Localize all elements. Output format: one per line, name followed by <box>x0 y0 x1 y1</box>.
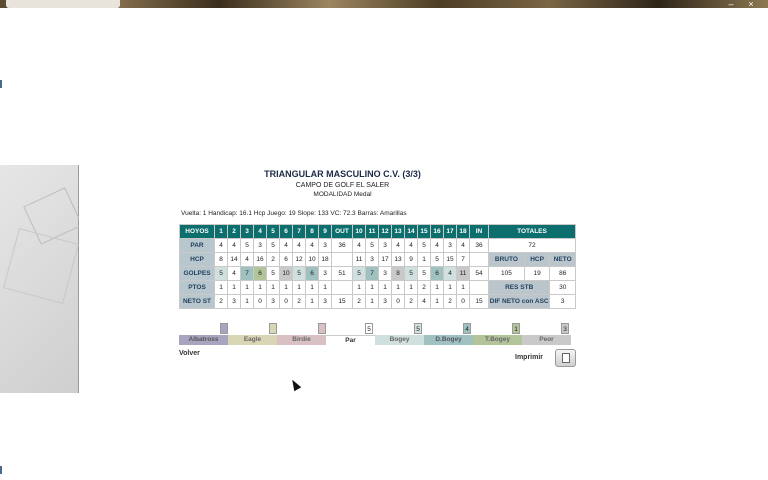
neto-cell: 2 <box>293 295 306 309</box>
hole-number: 11 <box>366 225 379 239</box>
hcp-cell: 15 <box>444 253 457 267</box>
row-label-hcp: HCP <box>180 253 215 267</box>
hcp-cell: 10 <box>306 253 319 267</box>
hole-number: 10 <box>353 225 366 239</box>
table-row <box>180 281 576 295</box>
hcp-cell: 16 <box>254 253 267 267</box>
neto-cell: 3 <box>319 295 332 309</box>
hcp-in <box>470 253 489 267</box>
document-icon <box>562 353 570 363</box>
label-res-stb: RES STB <box>489 281 550 295</box>
golpes-cell: 6 <box>254 267 267 281</box>
page-title: TRIANGULAR MASCULINO C.V. (3/3) <box>264 169 421 179</box>
par-in: 36 <box>470 239 489 253</box>
minimize-button[interactable]: – <box>728 0 734 9</box>
legend-dbogey: D.Bogey <box>424 335 473 345</box>
legend-count: 5 <box>414 323 422 334</box>
row-label-par: PAR <box>180 239 215 253</box>
golpes-cell: 10 <box>280 267 293 281</box>
par-cell: 5 <box>267 239 280 253</box>
neto-cell: 2 <box>215 295 228 309</box>
legend-tbogey: T.Bogey <box>473 335 522 345</box>
ptos-cell: 1 <box>254 281 267 295</box>
left-edge-mark <box>0 466 2 474</box>
neto-cell: 3 <box>379 295 392 309</box>
hcp-cell: 1 <box>418 253 431 267</box>
hcp-cell: 8 <box>215 253 228 267</box>
par-cell: 3 <box>254 239 267 253</box>
ptos-cell: 1 <box>392 281 405 295</box>
legend-count: 5 <box>365 323 373 334</box>
value-res-stb: 30 <box>550 281 576 295</box>
neto-cell: 2 <box>444 295 457 309</box>
hcp-cell: 13 <box>392 253 405 267</box>
volver-link[interactable]: Volver <box>179 350 200 357</box>
neto-cell: 0 <box>254 295 267 309</box>
ptos-cell: 1 <box>228 281 241 295</box>
ptos-cell: 1 <box>379 281 392 295</box>
label-dif-neto: DIF NETO con ASC <box>489 295 550 309</box>
decor-shape <box>3 228 79 304</box>
golpes-cell: 6 <box>431 267 444 281</box>
course-name: CAMPO DE GOLF EL SALER <box>295 182 390 189</box>
print-button[interactable] <box>555 349 576 367</box>
par-cell: 4 <box>431 239 444 253</box>
hcp-cell: 9 <box>405 253 418 267</box>
header-out: OUT <box>332 225 353 239</box>
header-totales: TOTALES <box>489 225 576 239</box>
golpes-cell: 3 <box>319 267 332 281</box>
hcp-cell: 14 <box>228 253 241 267</box>
neto-cell: 1 <box>431 295 444 309</box>
value-bruto: 105 <box>489 267 525 281</box>
game-mode: MODALIDAD Medal <box>313 191 372 198</box>
row-label-ptos: PTOS <box>180 281 215 295</box>
golpes-cell: 5 <box>267 267 280 281</box>
golpes-cell: 5 <box>405 267 418 281</box>
hcp-cell: 17 <box>379 253 392 267</box>
golpes-cell: 5 <box>353 267 366 281</box>
round-info: Vuelta: 1 Handicap: 16.1 Hcp Juego: 19 Slope: 133 VC: 72.3 Barras: Amarillas <box>181 210 407 217</box>
par-cell: 4 <box>306 239 319 253</box>
left-edge-mark <box>0 80 2 88</box>
scorecard-table <box>179 224 576 309</box>
legend-bogey: Bogey <box>375 335 424 345</box>
header-hoyos: HOYOS <box>180 225 215 239</box>
golpes-cell: 4 <box>228 267 241 281</box>
legend-eagle: Eagle <box>228 335 277 345</box>
neto-cell: 4 <box>418 295 431 309</box>
neto-cell: 2 <box>353 295 366 309</box>
ptos-out <box>332 281 353 295</box>
legend-count <box>318 323 326 334</box>
hcp-cell: 12 <box>293 253 306 267</box>
ptos-cell: 1 <box>306 281 319 295</box>
hole-number: 12 <box>379 225 392 239</box>
legend-count: 4 <box>463 323 471 334</box>
table-row <box>180 253 576 267</box>
ptos-cell: 1 <box>353 281 366 295</box>
mouse-cursor-icon <box>289 378 301 392</box>
ptos-cell: 1 <box>366 281 379 295</box>
legend-count <box>269 323 277 334</box>
ptos-cell: 1 <box>444 281 457 295</box>
ptos-cell: 1 <box>267 281 280 295</box>
neto-cell: 3 <box>267 295 280 309</box>
par-cell: 4 <box>228 239 241 253</box>
par-cell: 4 <box>457 239 470 253</box>
hcp-cell: 18 <box>319 253 332 267</box>
ptos-cell: 1 <box>319 281 332 295</box>
legend-count: 1 <box>512 323 520 334</box>
ptos-cell: 2 <box>418 281 431 295</box>
hcp-cell: 4 <box>241 253 254 267</box>
neto-cell: 0 <box>392 295 405 309</box>
par-cell: 5 <box>418 239 431 253</box>
golpes-cell: 5 <box>418 267 431 281</box>
neto-cell: 1 <box>366 295 379 309</box>
header-in: IN <box>470 225 489 239</box>
hole-number: 6 <box>280 225 293 239</box>
ptos-cell: 1 <box>280 281 293 295</box>
table-row <box>180 267 576 281</box>
golpes-cell: 5 <box>293 267 306 281</box>
row-label-golpes: GOLPES <box>180 267 215 281</box>
imprimir-label: Imprimir <box>515 354 544 361</box>
par-out: 36 <box>332 239 353 253</box>
neto-cell: 3 <box>228 295 241 309</box>
hcp-cell: 11 <box>353 253 366 267</box>
neto-cell: 1 <box>306 295 319 309</box>
hcp-cell: 3 <box>366 253 379 267</box>
table-row <box>180 295 576 309</box>
par-cell: 3 <box>319 239 332 253</box>
ptos-cell: 1 <box>405 281 418 295</box>
legend-albatross: Albatross <box>179 335 228 345</box>
value-neto: 86 <box>550 267 576 281</box>
hcp-cell: 6 <box>280 253 293 267</box>
par-cell: 4 <box>293 239 306 253</box>
golpes-cell: 11 <box>457 267 470 281</box>
left-decor-panel <box>0 165 79 393</box>
golpes-cell: 7 <box>366 267 379 281</box>
hole-number: 13 <box>392 225 405 239</box>
legend-peor: Peor <box>522 335 571 345</box>
hcp-cell: 2 <box>267 253 280 267</box>
table-row <box>180 225 576 239</box>
hcp-out <box>332 253 353 267</box>
neto-in: 15 <box>470 295 489 309</box>
hole-number: 14 <box>405 225 418 239</box>
legend-count: 3 <box>561 323 569 334</box>
par-total: 72 <box>489 239 576 253</box>
golpes-cell: 7 <box>241 267 254 281</box>
ptos-cell: 1 <box>293 281 306 295</box>
legend-par: Par <box>326 335 375 345</box>
label-hcp: HCP <box>524 253 550 267</box>
hole-number: 3 <box>241 225 254 239</box>
hcp-cell: 7 <box>457 253 470 267</box>
par-cell: 4 <box>280 239 293 253</box>
golpes-cell: 3 <box>379 267 392 281</box>
par-cell: 3 <box>444 239 457 253</box>
legend-birdie: Birdie <box>277 335 326 345</box>
label-bruto: BRUTO <box>489 253 525 267</box>
hole-number: 1 <box>215 225 228 239</box>
hole-number: 15 <box>418 225 431 239</box>
label-neto: NETO <box>550 253 576 267</box>
neto-out: 15 <box>332 295 353 309</box>
browser-tab[interactable] <box>6 0 120 8</box>
golpes-in: 54 <box>470 267 489 281</box>
legend-count <box>220 323 228 334</box>
ptos-cell: 1 <box>431 281 444 295</box>
hole-number: 5 <box>267 225 280 239</box>
golpes-cell: 6 <box>306 267 319 281</box>
par-cell: 3 <box>379 239 392 253</box>
close-button[interactable]: × <box>748 0 754 9</box>
ptos-cell: 1 <box>457 281 470 295</box>
par-cell: 4 <box>392 239 405 253</box>
hcp-cell: 5 <box>431 253 444 267</box>
par-cell: 5 <box>241 239 254 253</box>
hole-number: 17 <box>444 225 457 239</box>
neto-cell: 0 <box>457 295 470 309</box>
golpes-out: 51 <box>332 267 353 281</box>
hole-number: 2 <box>228 225 241 239</box>
par-cell: 4 <box>215 239 228 253</box>
neto-cell: 2 <box>405 295 418 309</box>
golpes-cell: 8 <box>392 267 405 281</box>
hole-number: 18 <box>457 225 470 239</box>
hole-number: 9 <box>319 225 332 239</box>
hole-number: 4 <box>254 225 267 239</box>
golpes-cell: 5 <box>215 267 228 281</box>
par-cell: 4 <box>353 239 366 253</box>
value-dif-neto: 3 <box>550 295 576 309</box>
ptos-cell: 1 <box>241 281 254 295</box>
neto-cell: 0 <box>280 295 293 309</box>
par-cell: 4 <box>405 239 418 253</box>
par-cell: 5 <box>366 239 379 253</box>
ptos-in <box>470 281 489 295</box>
ptos-cell: 1 <box>215 281 228 295</box>
hole-number: 7 <box>293 225 306 239</box>
hole-number: 8 <box>306 225 319 239</box>
hole-number: 16 <box>431 225 444 239</box>
row-label-neto-st: NETO ST <box>180 295 215 309</box>
table-row <box>180 239 576 253</box>
golpes-cell: 4 <box>444 267 457 281</box>
neto-cell: 1 <box>241 295 254 309</box>
value-hcp: 19 <box>524 267 550 281</box>
